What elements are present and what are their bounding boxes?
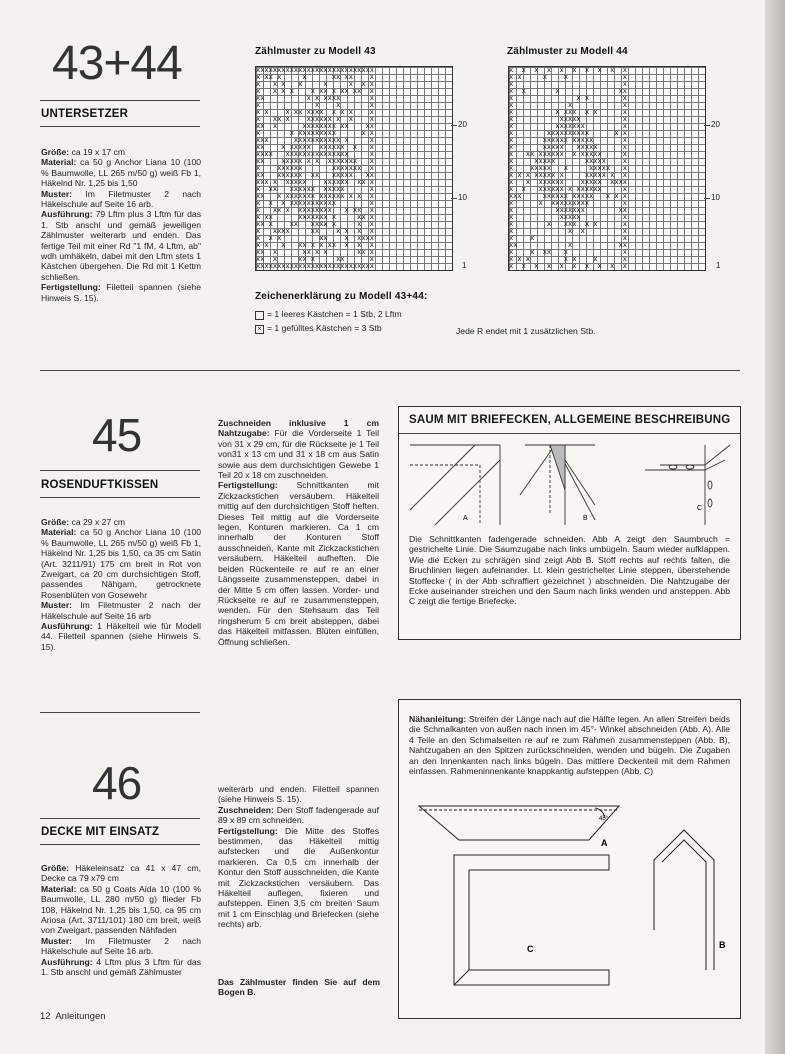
execution-text: 4 Lftm plus 3 Lftm für das 1. Stb anschl und gemäß Zählmuster bbox=[41, 956, 201, 978]
instructions-43 bbox=[41, 147, 201, 303]
section-title-untersetzer: UNTERSETZER bbox=[41, 108, 129, 120]
row-label-10: 10 bbox=[711, 193, 720, 202]
continue-text: weiterarb und enden. Filetteil spannen (siehe Hinweis S. 15). bbox=[218, 784, 379, 805]
divider bbox=[40, 818, 200, 819]
execution-text: 1 Häkelteil wie für Modell 44. Filetteil spannen (siehe Hinweis S. 15). bbox=[41, 621, 202, 652]
instructions-45 bbox=[41, 517, 201, 652]
chart-44-pattern: x x x x x x x x x x x x x x x x x x x x xx x x x x x x x x x xxx x x x x xxxxx x x xxxxxxx x x xxxxxxxxxx x x x xxxxxx xxxxx x x xxxxx xxxxx x x xx xxxxxx x xxxxx x x xxxxx xxxxx x x xxxxx x xxxxx x x x x xxxxx x xxxxx x x x x xxxxxx xxxxx xxxx x x xxxxxx x xxxxxx x xxx xxxxxx xxxxx x x x x x xxxxxxxxx x x xxxxxxx xx x xxxxx x x x xxx x x x x x x x x x x xx x xx x x xx x x x x x x x x x x x x x x x x x x x bbox=[509, 67, 628, 270]
label: Fertigstellung: bbox=[218, 825, 278, 836]
finishing-text: Filetteil spannen (siehe Hinweis S. 15). bbox=[41, 282, 201, 303]
section-title-rosenduftkissen: ROSENDUFTKISSEN bbox=[41, 479, 159, 491]
execution-text: 79 Lftm plus 3 Lftm für das 1. Stb anschl und gemäß jeweiligen Zählmuster weiterarb und enden. Das fertige Teil mit einer Rd "1 fM, 4 Lftm, ab" wdh umhäkeln, dabei mit den Lftm stets 1 Kästchen übergehen. Die Rd mit 1 Kettm schließen. bbox=[41, 209, 202, 282]
label: Fertigstellung: bbox=[41, 282, 101, 293]
label: Nähanleitung: bbox=[409, 714, 467, 724]
fig-label-a: A bbox=[463, 515, 468, 522]
material-text: ca 50 g Anchor Liana 10 (100 % Baumwolle, LL 265 m/50 g) weiß Fb 1, Häkelnd Nr. 1,25 bis 1,50, ca 35 cm Satin (Art. 3211/91) 175 cm breit in Rot von Zweigart, ca 20 cm durchsichtigen Stoff, passendes Nähgarn, getrocknete Rosenblüten von Gosewehr bbox=[41, 527, 202, 600]
page-footer bbox=[40, 1012, 106, 1022]
row-label-20: 20 bbox=[458, 120, 467, 129]
hem-box-title: SAUM MIT BRIEFECKEN, ALLGEMEINE BESCHREIBUNG bbox=[409, 414, 731, 426]
footer-section: Anleitungen bbox=[55, 1011, 106, 1022]
fig-label-a: A bbox=[601, 838, 608, 848]
row-label-1: 1 bbox=[462, 261, 467, 270]
pattern-text: Im Filetmuster 2 nach Häkelschule auf Seite 16 arb. bbox=[41, 935, 201, 957]
section-number-43-44: 43+44 bbox=[52, 37, 182, 90]
label: Zuschneiden: bbox=[218, 804, 274, 815]
label: Material: bbox=[41, 157, 77, 168]
row-label-10: 10 bbox=[458, 193, 467, 202]
instructions-45-col2 bbox=[218, 418, 379, 647]
divider bbox=[399, 433, 740, 434]
fig-label-b: B bbox=[583, 515, 588, 522]
divider bbox=[40, 470, 200, 471]
legend-empty: = 1 leeres Kästchen = 1 Stb, 2 Lftm bbox=[267, 309, 402, 319]
label: Muster: bbox=[41, 935, 73, 946]
frame-diagram bbox=[409, 800, 734, 1012]
label: Ausführung: bbox=[41, 621, 93, 632]
legend-title: Zeichenerklärung zu Modell 43+44: bbox=[255, 291, 428, 302]
pattern-text: Im Filetmuster 2 nach Häkelschule auf Seite 16 arb. bbox=[41, 188, 201, 210]
size-text: Häkeleinsatz ca 41 x 47 cm, Decke ca 79 x79 cm bbox=[41, 863, 201, 884]
label: Größe: bbox=[41, 517, 70, 527]
label: Größe: bbox=[41, 147, 70, 157]
section-number-45: 45 bbox=[92, 409, 142, 461]
pattern-text: Im Filetmuster 2 nach der Häkelschule auf Seite 16 arb bbox=[41, 600, 201, 621]
row-tick bbox=[704, 198, 710, 199]
fig-label-c: C bbox=[527, 944, 534, 954]
hem-instruction-box bbox=[398, 406, 741, 640]
page-spine-shadow bbox=[765, 0, 785, 1054]
finishing-text: Die Mitte des Stoffes bestimmen, das Häkelteil mittig aufstecken und die Außenkontur markieren. Ca 0,5 cm innerhalb der Kontur den Stoff ausschneiden, die Kante mit Zickzackstichen versäubern. Das Häkelteil auflegen, fixieren und aufsteppen. Einen 3,5 cm breiten Saum mit 1 cm Einschlag und Briefecken (siehe rechts) arb. bbox=[218, 825, 379, 930]
page-number: 12 bbox=[40, 1011, 51, 1022]
row-label-1: 1 bbox=[716, 261, 721, 270]
divider bbox=[40, 712, 200, 713]
fig-label-b: B bbox=[719, 940, 726, 950]
material-text: ca 50 g Coats Aida 10 (100 % Baumwolle, LL 280 m/50 g) flieder Fb 108, Häkelnd Nr. 1,25 bis 1,50, ca 95 cm Ariosa (Art. 3711/101) 180 cm breit, weiß von Zweigart, passenden Nähfaden bbox=[41, 883, 201, 936]
chart-43-title: Zählmuster zu Modell 43 bbox=[255, 46, 376, 57]
finishing-text: Schnittkanten mit Zickzackstichen versäubern. Häkelteil mittig auf den durchsichtigen Stoff heften. Dieses Teil mittig auf die Vorderseite legen, Konturen markieren. Ca 1 cm innerhalb der Konturen Stoff ausschneiden, Kante mit Zickzackstichen versäubern. Häkelteil aufheften. Die beiden Rückenteile re auf re an einer Längsseite zusammensteppen, dabei in der Mitte 5 cm offen lassen. Vorder- und Rückseite re auf re zusammensteppen, wenden. Für den Stehsaum das Teil ringsherum 5 cm breit absteppen, dabei das Häkelteil mitfassen. Blüten einfüllen, Öffnung schließen. bbox=[218, 480, 379, 647]
label: Ausführung: bbox=[41, 209, 93, 220]
sewing-instruction-box bbox=[398, 699, 741, 1019]
row-tick bbox=[451, 198, 457, 199]
label: Zuschneiden inklusive 1 cm Nahtzugabe: bbox=[218, 418, 379, 439]
hem-corner-diagram bbox=[405, 435, 735, 527]
chart-44-title: Zählmuster zu Modell 44 bbox=[507, 46, 628, 57]
instructions-46 bbox=[41, 863, 201, 977]
size-text: ca 29 x 27 cm bbox=[71, 517, 126, 527]
label: Fertigstellung: bbox=[218, 480, 278, 491]
sewing-body: Streifen der Länge nach auf die Hälfte legen. An allen Streifen beids die Schmalkanten von außen nach innen im 45°- Winkel abschneiden (Abb. A). Alle 4 Teile an den Schmalseiten re auf re zum Rahmen zusammensteppen (Abb. B), Nahtzugaben an den Spitzen zurückschneiden, wenden und bügeln. Die Zugaben an den Innenkanten nach links bügeln. Das mittlere Deckenteil mit dem Rahmen einfassen. Rahmeninnenkante knappkantig aufsteppen (Abb. C) bbox=[409, 714, 730, 777]
label: Größe: bbox=[41, 863, 70, 873]
cutting-text: Den Stoff fadengerade auf 89 x 89 cm schneiden. bbox=[218, 804, 379, 826]
divider bbox=[40, 497, 200, 498]
filled-box-icon: × bbox=[255, 325, 264, 334]
section-number-46: 46 bbox=[92, 757, 142, 809]
fig-label-c: C bbox=[697, 505, 703, 512]
empty-box-icon bbox=[255, 311, 264, 320]
label: Ausführung: bbox=[41, 956, 93, 967]
size-text: ca 19 x 17 cm bbox=[71, 147, 126, 157]
legend-filled: = 1 gefülltes Kästchen = 3 Stb bbox=[267, 323, 382, 333]
divider bbox=[40, 126, 200, 127]
chart-location-note: Das Zählmuster finden Sie auf dem Bogen B. bbox=[218, 977, 380, 998]
row-tick bbox=[451, 125, 457, 126]
label: Muster: bbox=[41, 600, 73, 611]
divider bbox=[40, 100, 200, 101]
section-title-decke: DECKE MIT EINSATZ bbox=[41, 826, 160, 838]
sewing-text bbox=[409, 714, 730, 776]
chart-43-pattern: xxxxxxxxxxxxxxxxxxxxxxxxxxxx x xx x x xx xx x x x x x x x x x x x x x x xx x xx xx x xx x x xxxx x x x x x x x x xx xxxx x x x x x xx x xxxxxx x x x xx x xxxxxxxx xx xx x x xxxxxxxxx x x xxx xxxxxxxxxxx x x xx x xxxxx xxxxxx x x xxxx xxxxxxxxxxxxxxx x xx xxxxx x x xxxxxxx x x xxxxxx xxxxxxx x xx xxxxxx xx xxxxx xx xxx x xxxxx xxxxxx xx x x xx xxxxxx xxxxx x xx x xxxxxxx xxxxxx x x x x x x xxxxxxxxxxx x x xx x xxxxxxxx x xx x x xx xxxxxxx x xx x xx x xx xxxx x x x x xxxx xx x x x x x x x xx x xxxx x x x xx x x xx x x x xx x xx x x xx x xx x xx x xx x xxxxxxxxxxxxxxxxxxxxxxxxxxxx bbox=[256, 67, 375, 270]
row-tick bbox=[704, 125, 710, 126]
row-label-20: 20 bbox=[711, 120, 720, 129]
cutting-text: Für die Vorderseite 1 Teil von 31 x 29 cm, für die Rückseite je 1 Teil von31 x 13 cm und 31 x 18 cm aus Satin sowie aus dem durchsichtigen Gewebe 1 Teil 20 x 18 cm zuschneiden. bbox=[218, 428, 380, 481]
section-divider bbox=[40, 370, 740, 371]
label: Material: bbox=[41, 883, 77, 894]
angle-label: 45° bbox=[599, 816, 609, 822]
legend-note: Jede R endet mit 1 zusätzlichen Stb. bbox=[456, 326, 596, 336]
hem-box-text: Die Schnittkanten fadengerade schneiden. Abb A zeigt den Saumbruch = gestrichelte Linie. Die Saumzugabe nach links umbügeln. Saum wieder aufklappen. Wie die Ecken zu schrägen sind zeigt Abb B. Stoff rechts auf rechts falten, die Bruchlinien liegen aufeinander. Lt. klein gestrichelter Linie steppen, überstehende Stoffecke ( in der Abb schraffiert gezeichnet ) abschneiden. Die Nahtzugabe der Ecke auseinander streichen und den Saum nach links wenden und ansteppen. Abb C zeigt die fertige Briefecke. bbox=[409, 534, 730, 607]
divider bbox=[40, 844, 200, 845]
label: Material: bbox=[41, 527, 77, 538]
instructions-46-col2 bbox=[218, 784, 379, 930]
material-text: ca 50 g Anchor Liana 10 (100 % Baumwolle, LL 265 m/50 g) weiß Fb 1, Häkelnd Nr. 1,25 bis 1,50 bbox=[41, 157, 202, 189]
label: Muster: bbox=[41, 188, 73, 199]
